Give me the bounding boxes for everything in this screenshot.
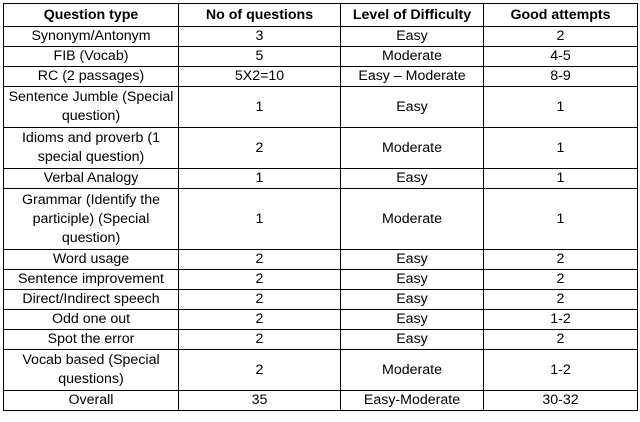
cell-question-type: Odd one out <box>4 310 179 330</box>
cell-good-attempts: 2 <box>484 330 638 350</box>
cell-difficulty: Easy – Moderate <box>341 67 484 87</box>
cell-question-type: Word usage <box>4 250 179 270</box>
cell-good-attempts: 2 <box>484 270 638 290</box>
cell-no-of-questions: 2 <box>179 330 341 350</box>
cell-good-attempts: 1-2 <box>484 350 638 391</box>
table-row-overall <box>4 391 638 411</box>
cell-good-attempts: 1 <box>484 169 638 189</box>
cell-no-of-questions: 1 <box>179 169 341 189</box>
cell-no-of-questions: 35 <box>179 391 341 411</box>
header-good-attempts: Good attempts <box>484 4 638 27</box>
table-row <box>4 330 638 350</box>
cell-no-of-questions: 2 <box>179 270 341 290</box>
cell-difficulty: Moderate <box>341 350 484 391</box>
table-row <box>4 350 638 391</box>
cell-no-of-questions: 2 <box>179 350 341 391</box>
cell-good-attempts: 2 <box>484 290 638 310</box>
cell-question-type: FIB (Vocab) <box>4 47 179 67</box>
table-header <box>4 4 638 27</box>
table-body <box>4 27 638 411</box>
cell-question-type: Sentence improvement <box>4 270 179 290</box>
header-no-of-questions: No of questions <box>179 4 341 27</box>
cell-good-attempts: 1 <box>484 87 638 128</box>
table-row <box>4 27 638 47</box>
table-row <box>4 47 638 67</box>
table-row <box>4 128 638 169</box>
cell-no-of-questions: 3 <box>179 27 341 47</box>
cell-good-attempts: 1-2 <box>484 310 638 330</box>
cell-no-of-questions: 5X2=10 <box>179 67 341 87</box>
header-level-of-difficulty: Level of Difficulty <box>341 4 484 27</box>
cell-question-type: Grammar (Identify the participle) (Special question) <box>4 189 179 250</box>
cell-question-type: Vocab based (Special questions) <box>4 350 179 391</box>
cell-no-of-questions: 5 <box>179 47 341 67</box>
table-row <box>4 87 638 128</box>
table-row <box>4 250 638 270</box>
table-row <box>4 290 638 310</box>
cell-difficulty: Easy-Moderate <box>341 391 484 411</box>
cell-good-attempts: 30-32 <box>484 391 638 411</box>
header-row <box>4 4 638 27</box>
cell-difficulty: Moderate <box>341 189 484 250</box>
cell-difficulty: Easy <box>341 310 484 330</box>
cell-question-type: Synonym/Antonym <box>4 27 179 47</box>
table-row <box>4 67 638 87</box>
table-row <box>4 270 638 290</box>
cell-no-of-questions: 2 <box>179 290 341 310</box>
cell-difficulty: Easy <box>341 250 484 270</box>
cell-question-type: Idioms and proverb (1 special question) <box>4 128 179 169</box>
cell-difficulty: Easy <box>341 330 484 350</box>
cell-no-of-questions: 2 <box>179 250 341 270</box>
question-analysis-table <box>3 3 638 411</box>
table-row <box>4 310 638 330</box>
cell-difficulty: Moderate <box>341 128 484 169</box>
cell-difficulty: Easy <box>341 27 484 47</box>
cell-no-of-questions: 1 <box>179 87 341 128</box>
cell-good-attempts: 2 <box>484 27 638 47</box>
cell-no-of-questions: 2 <box>179 310 341 330</box>
cell-difficulty: Easy <box>341 87 484 128</box>
table-row <box>4 189 638 250</box>
cell-difficulty: Easy <box>341 290 484 310</box>
cell-good-attempts: 1 <box>484 128 638 169</box>
cell-good-attempts: 2 <box>484 250 638 270</box>
cell-question-type: Sentence Jumble (Special question) <box>4 87 179 128</box>
cell-question-type: Spot the error <box>4 330 179 350</box>
cell-difficulty: Easy <box>341 169 484 189</box>
cell-no-of-questions: 1 <box>179 189 341 250</box>
cell-good-attempts: 1 <box>484 189 638 250</box>
cell-question-type: Direct/Indirect speech <box>4 290 179 310</box>
cell-difficulty: Easy <box>341 270 484 290</box>
cell-question-type: Verbal Analogy <box>4 169 179 189</box>
cell-good-attempts: 4-5 <box>484 47 638 67</box>
cell-question-type: RC (2 passages) <box>4 67 179 87</box>
header-question-type: Question type <box>4 4 179 27</box>
cell-difficulty: Moderate <box>341 47 484 67</box>
cell-no-of-questions: 2 <box>179 128 341 169</box>
cell-question-type: Overall <box>4 391 179 411</box>
table-row <box>4 169 638 189</box>
cell-good-attempts: 8-9 <box>484 67 638 87</box>
